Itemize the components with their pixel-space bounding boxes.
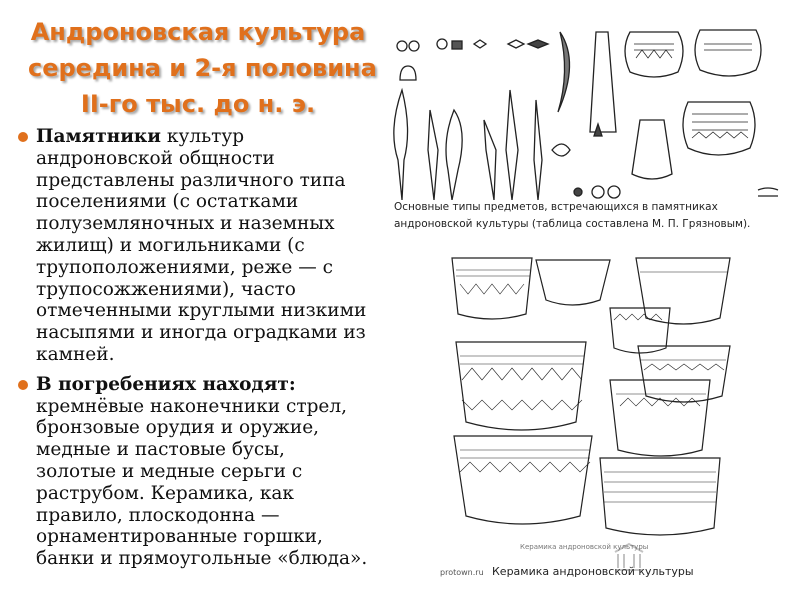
watermark-building-icon: [612, 540, 646, 574]
bullet-item: [14, 374, 370, 570]
bullet-item: [14, 126, 370, 366]
bullet-bold: В погребениях находят:: [36, 373, 296, 395]
bullet-bold: Памятники: [36, 126, 162, 147]
artifacts-caption-line-2: андроновской культуры (таблица составлена М. П. Грязновым).: [394, 218, 751, 230]
slide-title: [28, 14, 377, 122]
bullet-text: культур андроновской общности представлены различного типа поселениями (с остатками полуземляночных и наземных жилищ) и могильниками (с трупоположениями, реже — с трупосожжениями), часто отмеченными круглыми низкими насыпями и иногда оградками из камней.: [36, 126, 367, 365]
title-line-3: II-го тыс. до н. э.: [80, 90, 316, 118]
bullet-dot-icon: [18, 380, 28, 390]
ceramics-drawing: [440, 250, 790, 560]
title-line-2: середина и 2-я половина: [28, 54, 377, 82]
artifacts-caption-line-1: Основные типы предметов, встречающихся в памятниках: [394, 201, 718, 213]
ceramics-source: protown.ru: [440, 568, 484, 577]
artifacts-drawing: [388, 10, 792, 200]
bullet-text: кремнёвые наконечники стрел, бронзовые орудия и оружие, медные и пастовые бусы, золотые и медные серьги с раструбом. Керамика, как правило, плоскодонна — орнаментированные горшки, банки и прямоугольные «блюда».: [36, 395, 368, 570]
ceramics-caption: Керамика андроновской культуры: [492, 565, 694, 578]
title-line-1: Андроновская культура: [30, 18, 366, 46]
artifacts-figure: [388, 10, 792, 235]
bullet-dot-icon: [18, 132, 28, 142]
ceramics-inner-label: Керамика андроновской культуры: [520, 543, 649, 551]
ceramics-figure: [440, 250, 790, 584]
bullet-list: [14, 126, 370, 578]
